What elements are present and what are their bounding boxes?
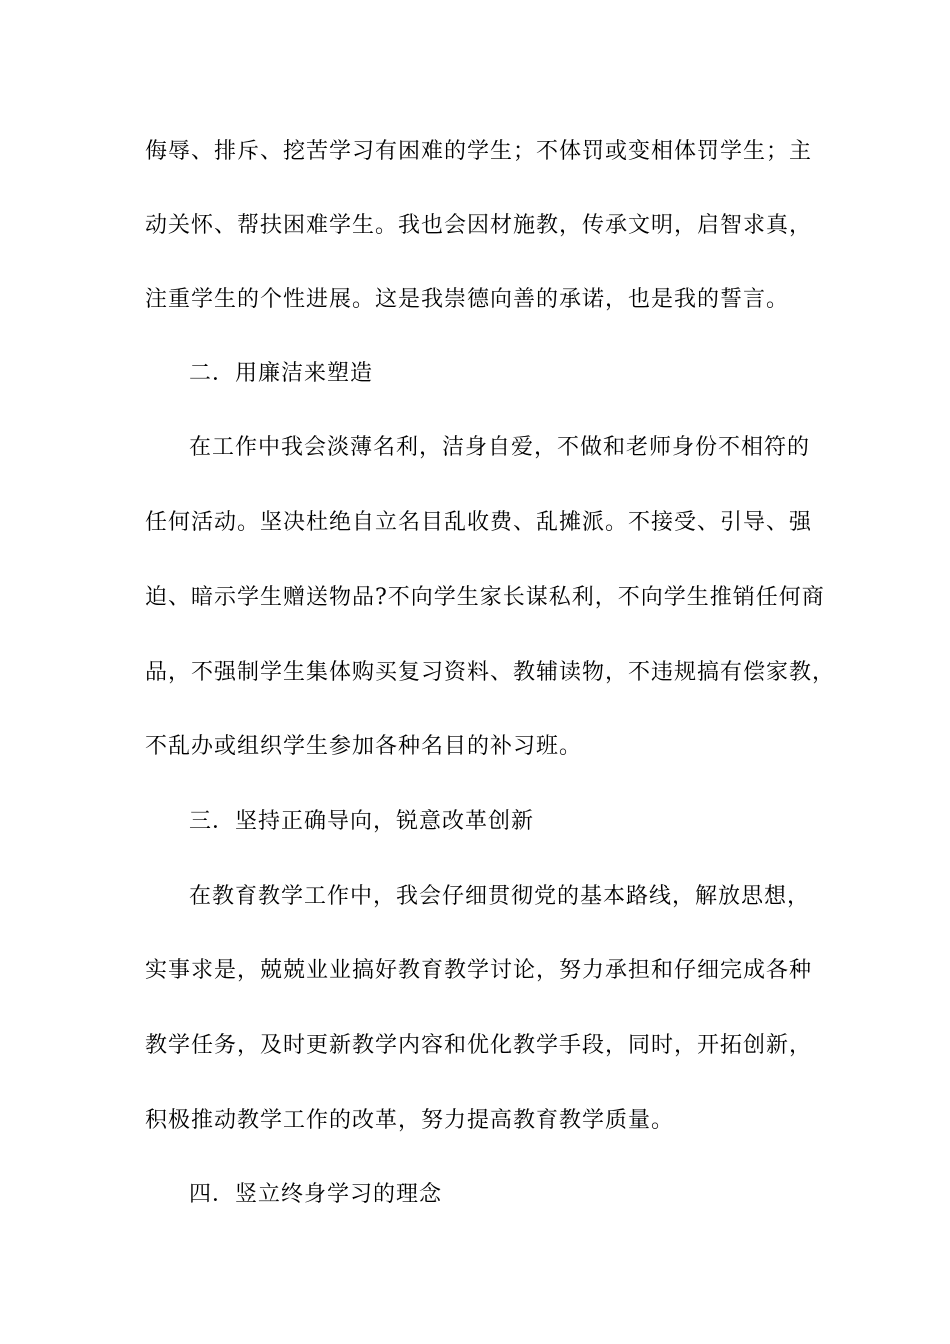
section-heading: 三．坚持正确导向，锐意改革创新 <box>189 809 535 834</box>
body-text-line: 实事求是，兢兢业业搞好教育教学讨论，努力承担和仔细完成各种 <box>145 958 813 983</box>
body-text-line: 教学任务，及时更新教学内容和优化教学手段，同时，开拓创新， <box>145 1033 813 1058</box>
body-text-line: 品，不强制学生集体购买复习资料、教辅读物，不违规搞有偿家教， <box>145 660 836 685</box>
body-text-line: 迫、暗示学生赠送物品?不向学生家长谋私利，不向学生推销任何商 <box>145 585 825 610</box>
body-text-line: 任何活动。坚决杜绝自立名目乱收费、乱摊派。不接受、引导、强 <box>145 510 813 535</box>
body-text-line: 不乱办或组织学生参加各种名目的补习班。 <box>145 734 583 759</box>
body-text-line: 在教育教学工作中，我会仔细贯彻党的基本路线，解放思想， <box>189 884 811 909</box>
body-text-line: 注重学生的个性进展。这是我崇德向善的承诺，也是我的誓言。 <box>145 287 790 312</box>
body-text-line: 积极推动教学工作的改革，努力提高教育教学质量。 <box>145 1108 675 1133</box>
body-text-line: 在工作中我会淡薄名利，洁身自爱，不做和老师身份不相符的 <box>189 435 811 460</box>
body-text-line: 侮辱、排斥、挖苦学习有困难的学生；不体罚或变相体罚学生；主 <box>145 139 813 164</box>
section-heading: 二．用廉洁来塑造 <box>189 361 374 386</box>
section-heading: 四．竖立终身学习的理念 <box>189 1182 443 1207</box>
body-text-line: 动关怀、帮扶困难学生。我也会因材施教，传承文明，启智求真， <box>145 213 813 238</box>
